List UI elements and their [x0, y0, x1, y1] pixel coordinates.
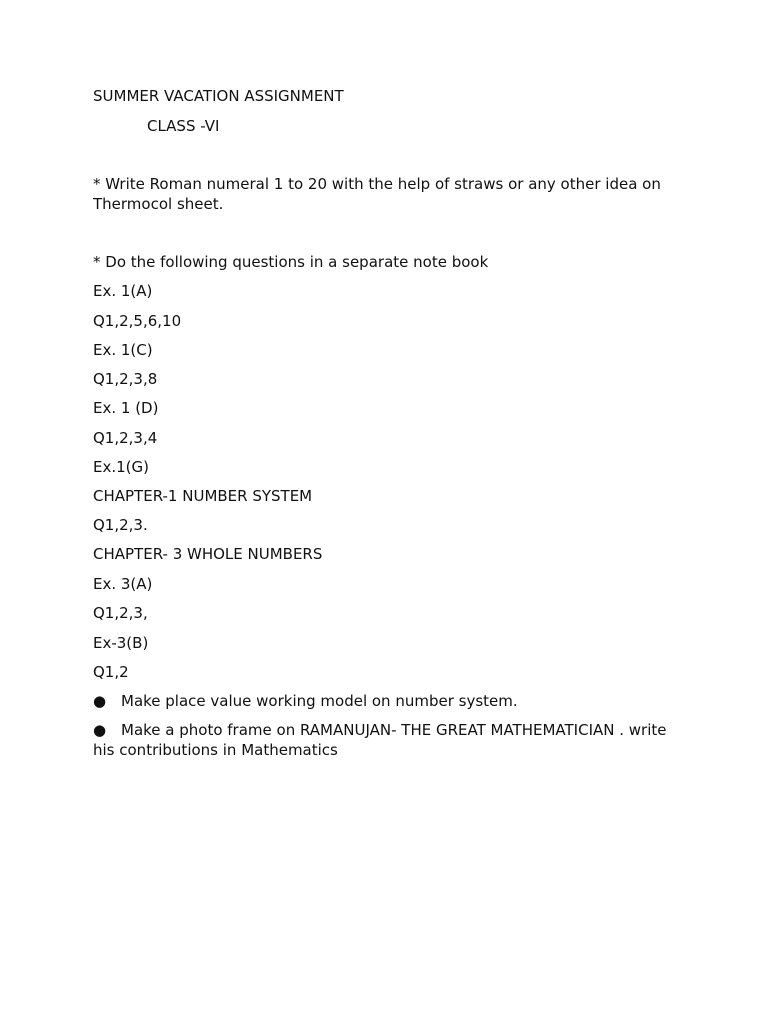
chapter-heading: CHAPTER- 3 WHOLE NUMBERS — [93, 545, 323, 563]
bullet-text: Make a photo frame on RAMANUJAN- THE GREAT MATHEMATICIAN . write his contributions in Mathematics — [93, 721, 667, 759]
list-item: Q1,2,3,8 — [93, 370, 158, 388]
list-item: Ex. 1 (D) — [93, 399, 159, 417]
class-label: CLASS -VI — [147, 117, 220, 135]
instruction-note-book: * Do the following questions in a separate note book — [93, 253, 489, 271]
list-item: Q1,2,3,4 — [93, 429, 158, 447]
chapter-heading: CHAPTER-1 NUMBER SYSTEM — [93, 487, 313, 505]
instruction-roman-numerals: * Write Roman numeral 1 to 20 with the help of straws or any other idea on Thermocol sheet. — [93, 175, 661, 213]
list-item: Ex. 1(A) — [93, 282, 153, 300]
list-item: Ex. 1(C) — [93, 341, 153, 359]
list-item: Q1,2,5,6,10 — [93, 312, 182, 330]
list-item: Q1,2,3, — [93, 604, 148, 622]
list-item: Ex-3(B) — [93, 634, 149, 652]
bullet-dot-icon: ● — [93, 692, 107, 710]
list-item: Ex.1(G) — [93, 458, 149, 476]
list-item: Q1,2,3. — [93, 516, 148, 534]
bullet-item — [93, 720, 673, 760]
bullet-text: Make place value working model on number system. — [121, 692, 518, 710]
list-item: Ex. 3(A) — [93, 575, 153, 593]
bullet-item — [93, 691, 673, 711]
document-title: SUMMER VACATION ASSIGNMENT — [93, 87, 344, 105]
bullet-dot-icon: ● — [93, 721, 107, 739]
list-item: Q1,2 — [93, 663, 129, 681]
